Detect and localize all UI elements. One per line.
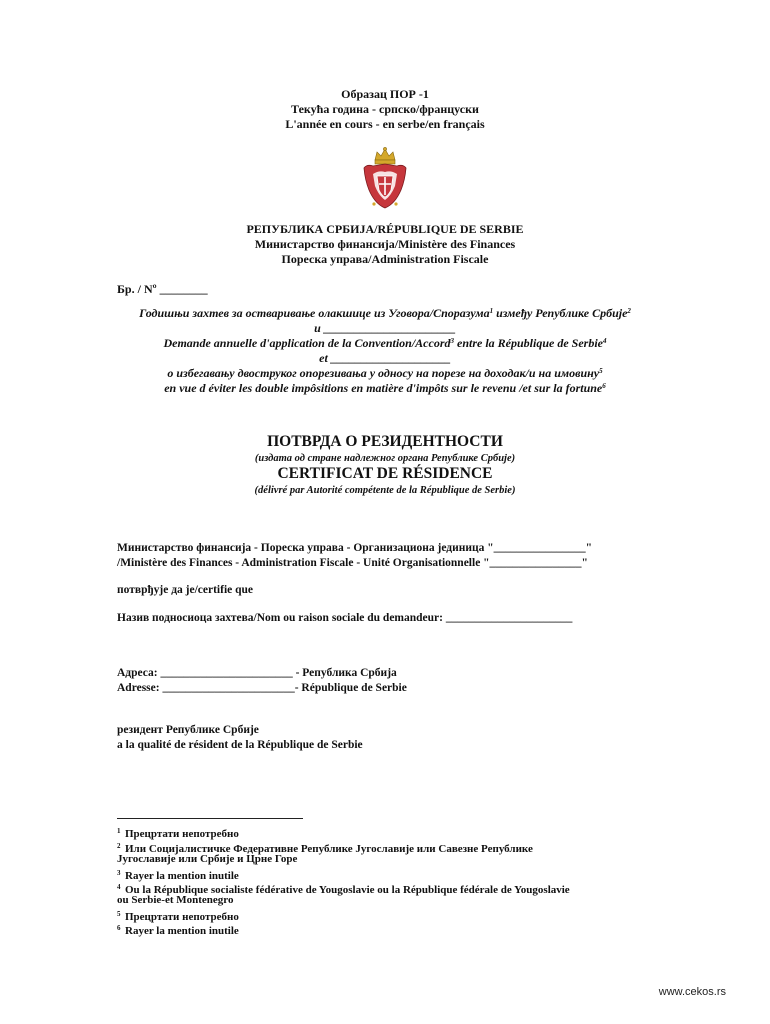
footer-website: www.cekos.rs (658, 986, 726, 998)
footnote-divider (117, 818, 303, 819)
request-line-1: Годишњи захтев за остваривање олакшице из Уговора/Споразума$^1$ између Републике Србије$^2$ (139, 306, 631, 320)
certify-line: потврђује да је/certifie que (117, 584, 254, 596)
year-line-fr: L'année en cours - en serbe/en français (285, 117, 485, 131)
tax-administration-name: Пореска управа/Administration Fiscale (281, 252, 489, 266)
request-line-6: en vue d éviter les double impôsitions en matière d'impôts sur le revenu /et sur la fortune$^6$ (164, 381, 606, 395)
certificate-subtitle-fr: (délivré par Autorité compétente de la République de Serbie) (254, 485, 516, 496)
issuing-unit-sr: Министарство финансија - Пореска управа - Организациона јединица "________________" (117, 542, 593, 554)
issuing-unit-fr: /Ministère des Finances - Administration Fiscale - Unité Organisationnelle "________________" (117, 557, 588, 569)
form-label: Образац ПОР -1 (341, 87, 429, 101)
republic-name: РЕПУБЛИКА СРБИЈА/RÉPUBLIQUE DE SERBIE (246, 222, 524, 236)
certificate-title-fr: CERTIFICAT DE RÉSIDENCE (277, 465, 493, 482)
footnote-4: 4 Ou la République socialiste fédérative de Yougoslavie ou la République fédérale de Yougoslavie (117, 883, 570, 896)
footnote-2: 2 Или Социјалистичке Федеративне Републике Југославије или Савезне Републике (117, 842, 533, 855)
footnote-3: 3 Rayer la mention inutile (117, 869, 239, 882)
ministry-name: Министарство финансија/Ministère des Finances (254, 237, 516, 251)
request-line-3: Demande annuelle d'application de la Convention/Accord$^3$ entre la République de Serbie$^4$ (163, 336, 607, 350)
footnote-2-continuation: Југославије или Србије и Црне Горе (117, 853, 298, 865)
resident-line-sr: резидент Републике Србије (117, 724, 259, 736)
certificate-title-sr: ПОТВРДА О РЕЗИДЕНТНОСТИ (267, 433, 503, 450)
footnote-1: 1 Прецртати непотребно (117, 827, 239, 840)
address-line-sr: Адреса: _______________________ - Република Србија (117, 667, 397, 679)
certificate-subtitle-sr: (издата од стране надлежног органа Републике Србије) (254, 453, 516, 464)
year-line-sr: Текућа година - српско/француски (291, 102, 479, 116)
request-line-4: et ____________________ (319, 351, 451, 365)
footnote-5: 5 Прецртати непотребно (117, 910, 239, 923)
document-number-line: Бр. / Nº ________ (117, 282, 208, 296)
address-line-fr: Adresse: _______________________- République de Serbie (117, 682, 407, 694)
footnote-4-continuation: ou Serbie-et Montenegro (117, 894, 234, 906)
request-line-2: и ______________________ (314, 321, 456, 335)
applicant-name-line: Назив подносиоца захтева/Nom ou raison sociale du demandeur: ______________________ (117, 612, 573, 624)
serbian-coat-of-arms-icon (361, 146, 409, 210)
resident-line-fr: a la qualité de résident de la République de Serbie (117, 739, 363, 751)
request-line-5: о избегавању двоструког опорезивања у односу на порезе на доходак/и на имовину$^5$ (167, 366, 603, 380)
footnote-6: 6 Rayer la mention inutile (117, 924, 239, 937)
